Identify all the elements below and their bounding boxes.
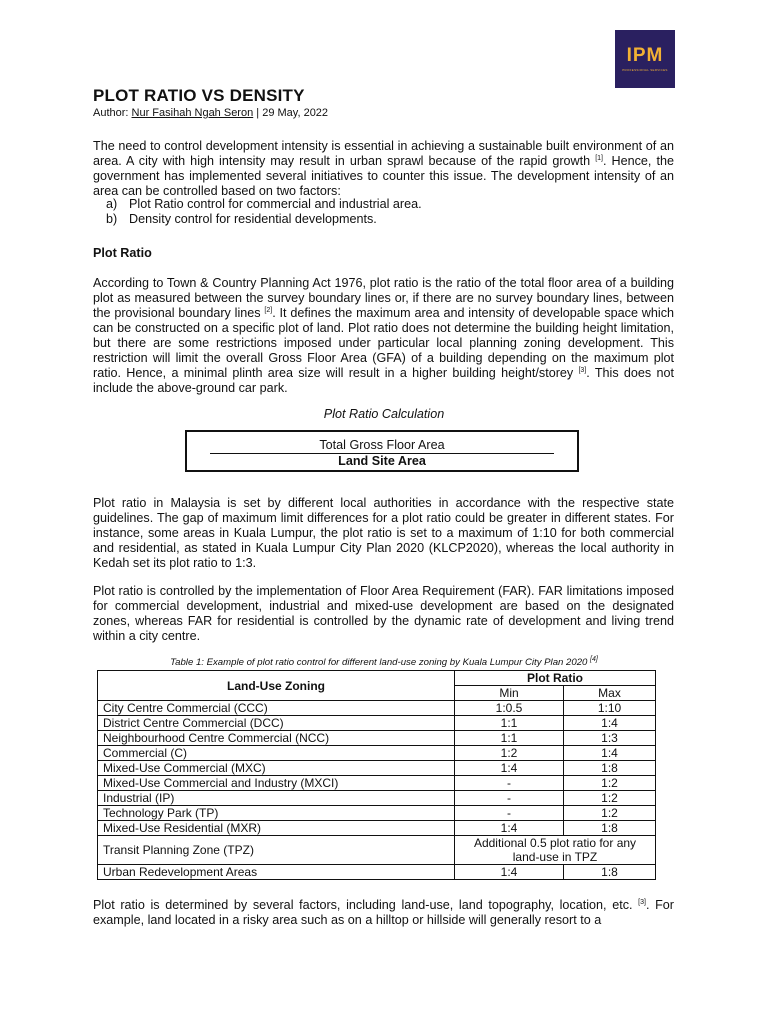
table-row: City Centre Commercial (CCC) 1:0.5 1:10 <box>98 701 656 716</box>
factors-paragraph: Plot ratio is determined by several factors, including land-use, land topography, location, etc. [3]. For example, land located in a risky area such as on a hilltop or hillside will generally resort to a <box>93 898 675 927</box>
header-zoning: Land-Use Zoning <box>98 671 455 701</box>
formula-numerator: Total Gross Floor Area <box>319 438 445 452</box>
intro-paragraph: The need to control development intensity is essential in achieving a sustainable built environment of an area. A city with high intensity may result in urban sprawl because of the rapid growth [1]. Hence, the government has implemented several initiatives to counter this issue. The development intensity of an area can be controlled based on two factors: <box>93 139 674 198</box>
formula-caption: Plot Ratio Calculation <box>323 407 445 421</box>
ipm-logo <box>615 30 675 88</box>
table-header-row <box>98 671 656 686</box>
formula-box <box>185 430 579 472</box>
reference-2[interactable]: [2] <box>264 306 273 314</box>
logo-subtitle: PROFESSIONAL SERVICES <box>622 68 668 72</box>
table-caption: Table 1: Example of plot ratio control for different land-use zoning by Kuala Lumpur City Plan 2020 [4] <box>170 655 598 668</box>
page-title: PLOT RATIO VS DENSITY <box>93 86 305 105</box>
header-max: Max <box>564 686 656 701</box>
table-row: District Centre Commercial (DCC) 1:1 1:4 <box>98 716 656 731</box>
table-row: Mixed-Use Residential (MXR) 1:4 1:8 <box>98 821 656 836</box>
publish-date: 29 May, 2022 <box>262 107 329 119</box>
far-paragraph: Plot ratio is controlled by the implementation of Floor Area Requirement (FAR). FAR limitations imposed for commercial development, industrial and mixed-use development are based on the designated zones, whereas FAR for residential is controlled by the dynamic rate of development and living trend within a city centre. <box>93 584 674 643</box>
author-label: Author: <box>93 107 132 119</box>
logo-mark: IPM <box>626 45 664 66</box>
reference-1[interactable]: [1] <box>595 154 603 162</box>
table-row: Mixed-Use Commercial and Industry (MXCI) - 1:2 <box>98 776 656 791</box>
formula-denominator: Land Site Area <box>338 454 426 468</box>
zoning-table <box>97 670 656 880</box>
table-row: Urban Redevelopment Areas 1:4 1:8 <box>98 865 656 880</box>
meta-separator: | <box>253 107 263 119</box>
plot-ratio-paragraph: According to Town & Country Planning Act 1976, plot ratio is the ratio of the total floor area of a building plot as measured between the survey boundary lines or, if there are no survey boundary lines, between the provisional boundary lines [2]. It defines the maximum area and intensity of developable space which can be constructed on a specific plot of land. Plot ratio does not determine the building height limitation, but there are some restrictions imposed under particular local planning zoning development. This restriction will limit the overall Gross Floor Area (GFA) of a building depending on the maximum plot ratio. Hence, a minimal plinth area size will result in a higher building height/storey [3]. This does not include the above-ground car park. <box>93 276 674 395</box>
table-row: Technology Park (TP) - 1:2 <box>98 806 656 821</box>
table-row: Mixed-Use Commercial (MXC) 1:4 1:8 <box>98 761 656 776</box>
section-heading: Plot Ratio <box>93 246 152 260</box>
list-item-b: b) Density control for residential developments. <box>106 212 377 226</box>
header-min: Min <box>455 686 564 701</box>
malaysia-paragraph: Plot ratio in Malaysia is set by different local authorities in accordance with the respective state guidelines. The gap of maximum limit differences for a plot ratio could be greater in different states. For instance, some areas in Kuala Lumpur, the plot ratio is set to a maximum of 1:10 for both commercial and residential, as stated in Kuala Lumpur City Plan 2020 (KLCP2020), whereas the local authority in Kedah set its plot ratio to 1:3. <box>93 496 674 570</box>
table-row-tpz: Transit Planning Zone (TPZ) Additional 0.5 plot ratio for any land-use in TPZ <box>98 836 656 865</box>
reference-4[interactable]: [4] <box>590 655 598 663</box>
list-item-a: a) Plot Ratio control for commercial and industrial area. <box>106 197 422 211</box>
table-row: Industrial (IP) - 1:2 <box>98 791 656 806</box>
table-row: Neighbourhood Centre Commercial (NCC) 1:1 1:3 <box>98 731 656 746</box>
reference-3-repeat[interactable]: [3] <box>638 898 646 906</box>
author-name-link[interactable]: Nur Fasihah Ngah Seron <box>131 107 254 119</box>
author-line <box>93 107 328 119</box>
reference-3[interactable]: [3] <box>578 366 587 374</box>
table-row: Commercial (C) 1:2 1:4 <box>98 746 656 761</box>
header-plot-ratio: Plot Ratio <box>455 671 656 686</box>
